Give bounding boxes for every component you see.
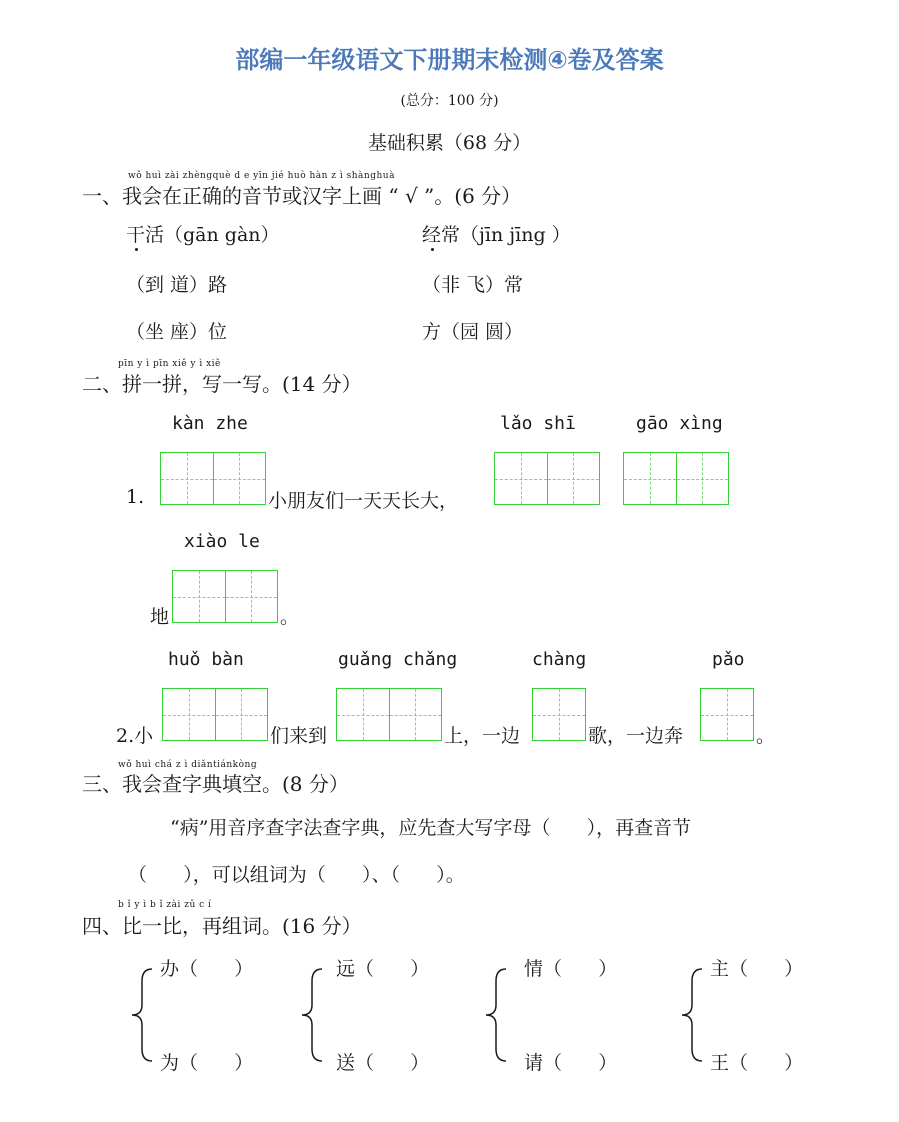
- s2-text-3: 歌，一边奔: [588, 725, 684, 747]
- q4-pair-4-bottom[interactable]: 王（ ）: [710, 1052, 804, 1074]
- s1-text-1: 小朋友们一天天长大，: [268, 490, 459, 512]
- s2-pinyin-2: guǎng chǎng: [338, 649, 458, 670]
- s2-grid-3[interactable]: [532, 688, 586, 741]
- q1-item-2[interactable]: [422, 220, 571, 247]
- q1-item-2-text: 常（jīn jīng ）: [441, 224, 571, 246]
- s2-end: 。: [756, 725, 776, 747]
- s1-grid-4[interactable]: [172, 570, 278, 623]
- q1-heading: 一、我会在正确的音节或汉字上画 “ √ ”。(6 分）: [82, 184, 522, 208]
- s1-pinyin-1: kàn zhe: [172, 413, 248, 434]
- s1-pinyin-4: xiào le: [184, 531, 260, 552]
- brace-3: [482, 965, 512, 1065]
- q2-pinyin: pīn y ì pīn xiě y ì xiě: [118, 359, 221, 369]
- q3-line-2: （ ），可以组词为（ ）、（ ）。: [128, 864, 465, 886]
- s2-grid-2[interactable]: [336, 688, 442, 741]
- s1-grid-3[interactable]: [623, 452, 729, 505]
- s1-number: 1.: [126, 486, 145, 508]
- section-title: 基础积累（68 分）: [367, 132, 532, 154]
- q3-heading: 三、我会查字典填空。(8 分）: [82, 772, 349, 796]
- q3-line-1: “病”用音序查字法查字典，应先查大写字母（ ），再查音节: [170, 817, 692, 839]
- q1-item-1-dotted: 干: [126, 220, 145, 247]
- s1-grid-1[interactable]: [160, 452, 266, 505]
- q4-pair-4-top[interactable]: 主（ ）: [710, 958, 804, 980]
- q4-pair-2-bottom[interactable]: 送（ ）: [336, 1052, 430, 1074]
- q4-pair-3-bottom[interactable]: 请（ ）: [524, 1052, 618, 1074]
- q3-pinyin: wǒ huì chá z ì diǎntiánkòng: [118, 760, 258, 770]
- brace-4: [678, 965, 708, 1065]
- q4-pair-1-bottom[interactable]: 为（ ）: [160, 1052, 254, 1074]
- q4-pair-1-top[interactable]: 办（ ）: [160, 958, 254, 980]
- total-score: (总分：100 分): [400, 93, 499, 109]
- s2-pinyin-1: huǒ bàn: [168, 649, 244, 670]
- s2-number: 2.小: [116, 725, 154, 747]
- q1-item-5[interactable]: （坐 座）位: [126, 321, 228, 343]
- q1-pinyin: wǒ huì zài zhèngquè d e yīn jié huò hàn z ì shànghuà: [128, 171, 395, 181]
- q1-item-2-dotted: 经: [422, 220, 441, 247]
- s1-grid-2[interactable]: [494, 452, 600, 505]
- q1-item-6[interactable]: 方（园 圆）: [422, 321, 524, 343]
- s2-pinyin-3: chàng: [532, 649, 587, 670]
- s1-end: 。: [280, 606, 300, 628]
- q1-item-1[interactable]: [126, 220, 280, 247]
- s1-text-2: 地: [150, 606, 170, 628]
- q1-item-4[interactable]: （非 飞）常: [422, 274, 524, 296]
- s2-grid-1[interactable]: [162, 688, 268, 741]
- s1-pinyin-2: lǎo shī: [500, 413, 576, 434]
- brace-1: [128, 965, 158, 1065]
- q1-item-1-text: 活（gān gàn）: [145, 224, 280, 246]
- s2-grid-4[interactable]: [700, 688, 754, 741]
- q2-heading: 二、拼一拼，写一写。(14 分）: [82, 372, 362, 396]
- s2-pinyin-4: pǎo: [712, 649, 745, 670]
- brace-2: [298, 965, 328, 1065]
- page-title: 部编一年级语文下册期末检测④卷及答案: [235, 46, 664, 74]
- q4-pinyin: b ǐ y ì b ǐ zài zǔ c í: [118, 900, 212, 910]
- q4-pair-3-top[interactable]: 情（ ）: [524, 958, 618, 980]
- q4-pair-2-top[interactable]: 远（ ）: [336, 958, 430, 980]
- s2-text-1: 们来到: [270, 725, 328, 747]
- q1-item-3[interactable]: （到 道）路: [126, 274, 228, 296]
- s1-pinyin-3: gāo xìng: [636, 413, 723, 434]
- q4-heading: 四、比一比，再组词。(16 分）: [82, 914, 362, 938]
- s2-text-2: 上，一边: [444, 725, 521, 747]
